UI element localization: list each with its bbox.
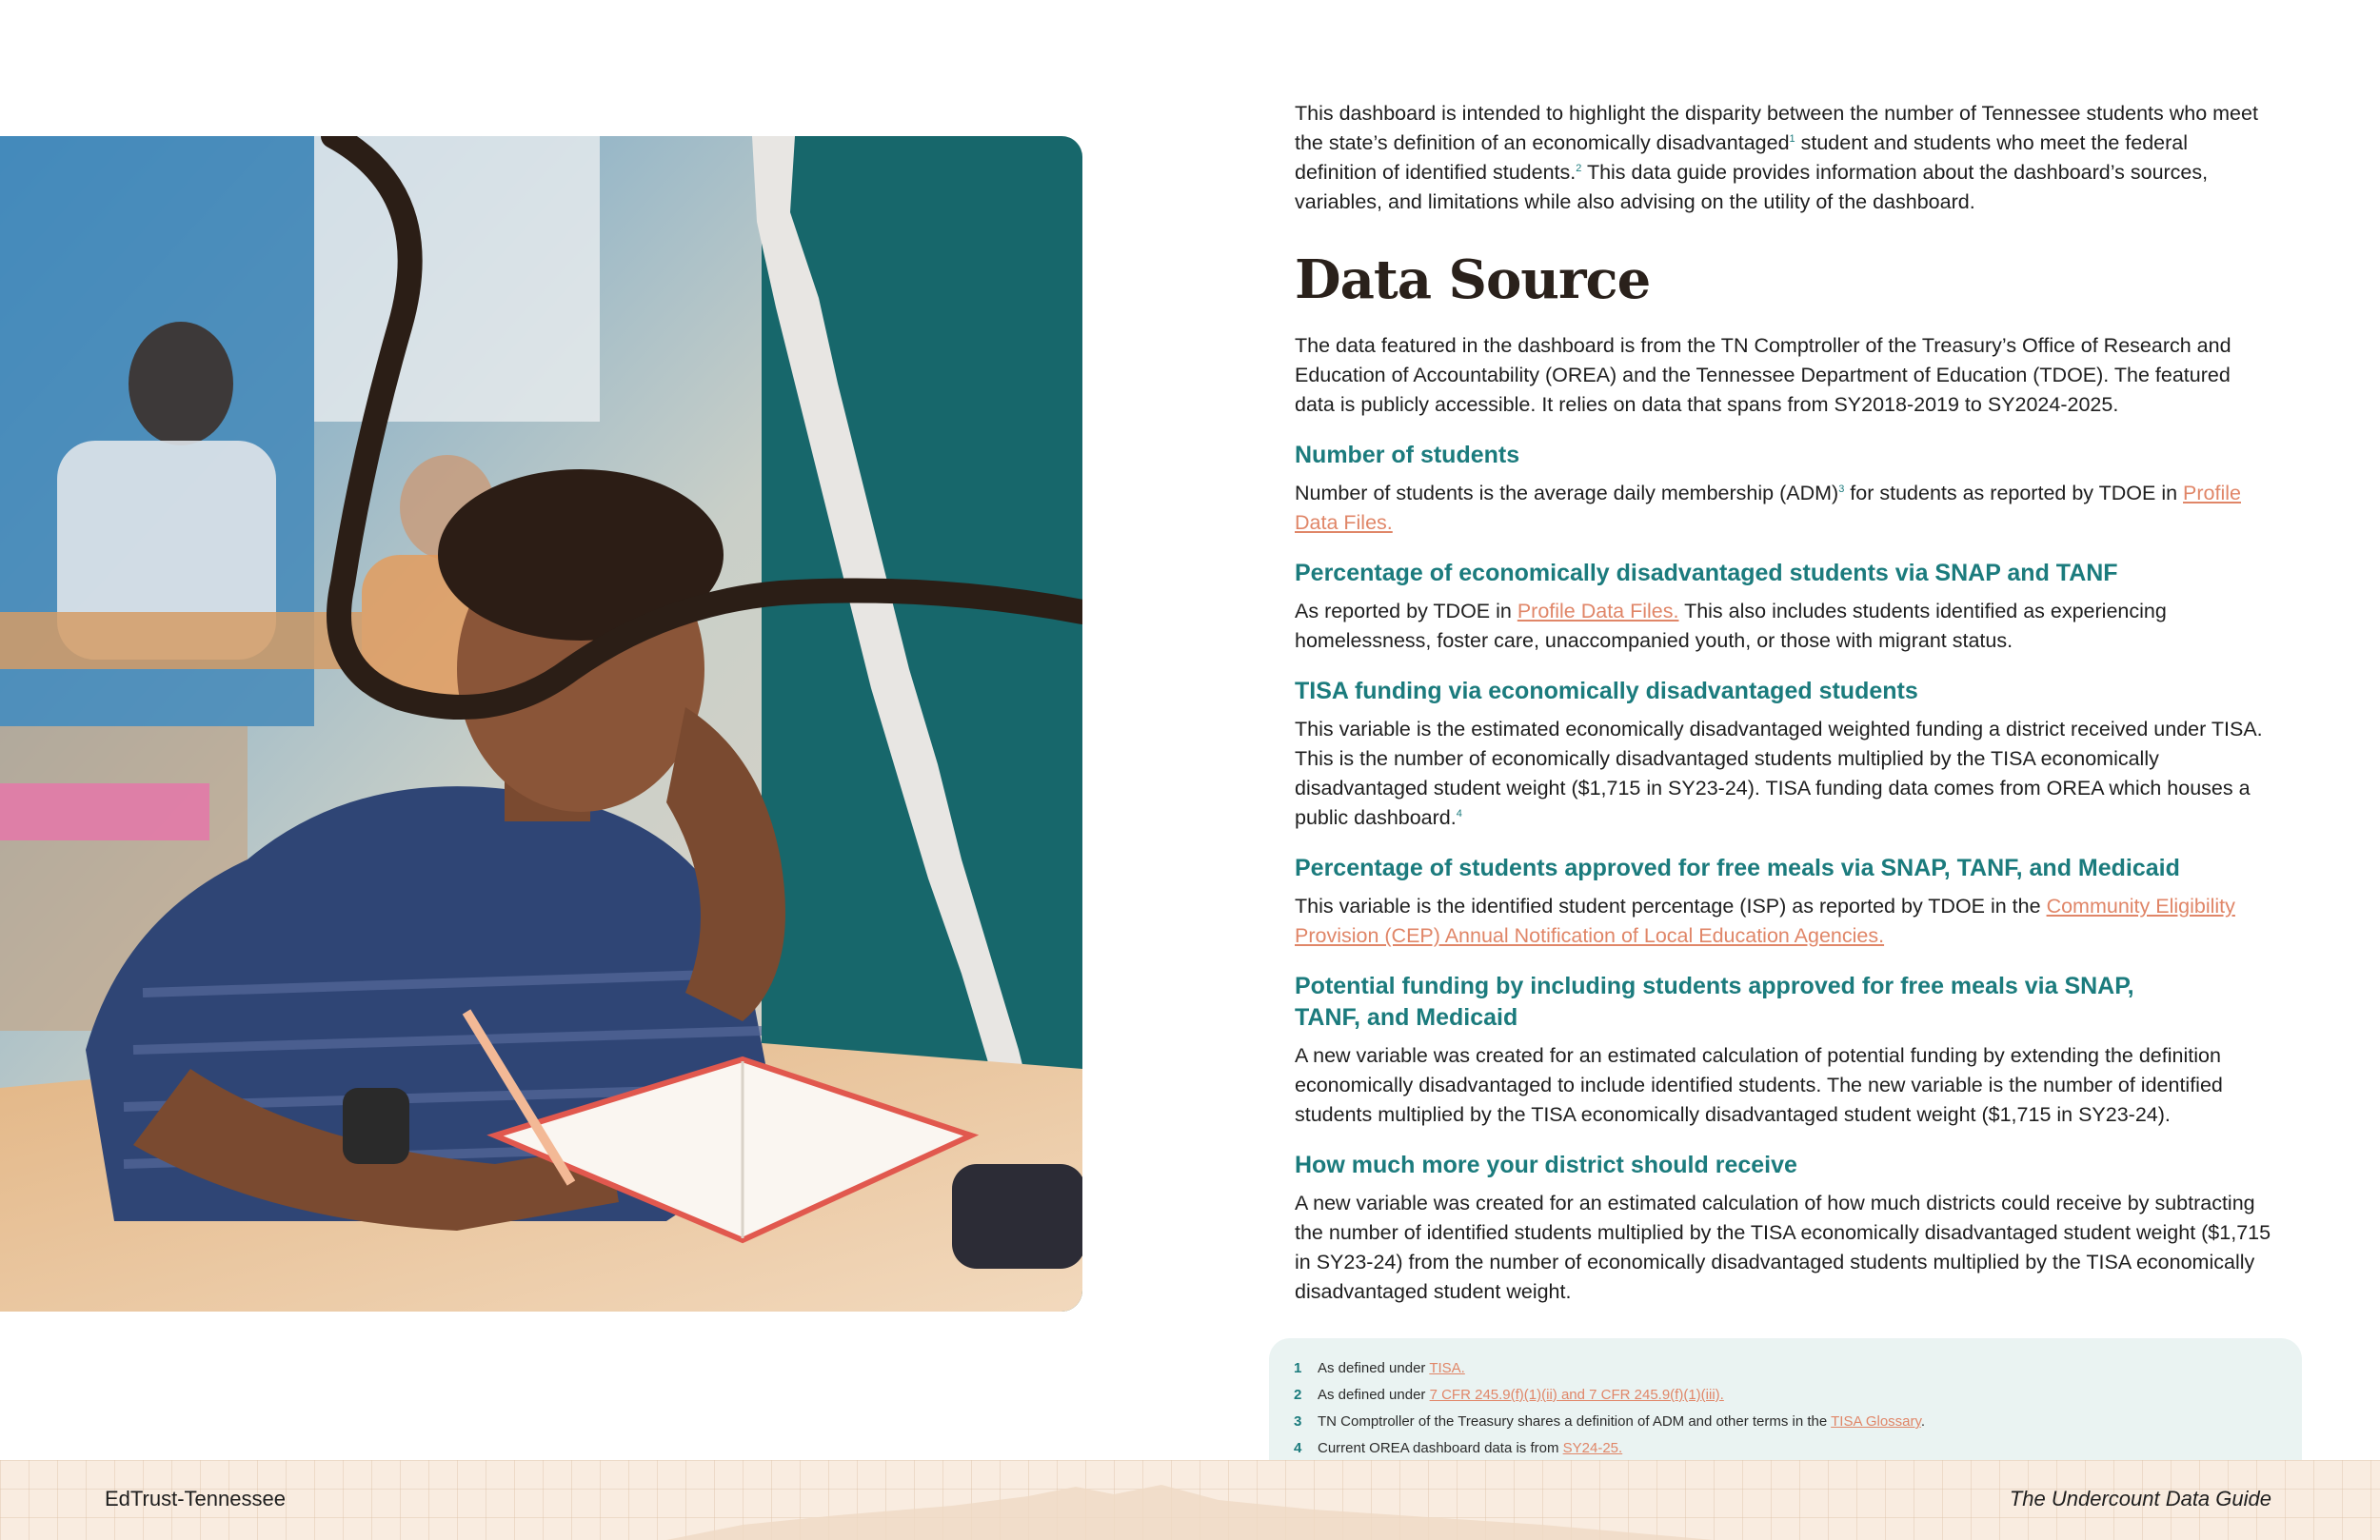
student-writing-illustration: [0, 136, 1082, 1312]
cfr-link[interactable]: 7 CFR 245.9(f)(1)(ii) and 7 CFR 245.9(f)(1)(iii).: [1429, 1387, 1724, 1403]
section-heading-snap-tanf: Percentage of economically disadvantaged students via SNAP and TANF: [1295, 560, 2118, 586]
main-content: [1295, 99, 2275, 1307]
intro-paragraph: [1295, 99, 2275, 217]
snap-text-2: This also includes students identified as experiencing homelessness, foster care, unaccompanied youth, or those with migrant status.: [1295, 600, 2167, 652]
section-heading-tisa: TISA funding via economically disadvantaged students: [1295, 678, 1918, 704]
profile-data-files-link-2[interactable]: Profile Data Files.: [1517, 600, 1679, 622]
intro-text-2: student and students who meet the federal definition of identified students.: [1295, 131, 2189, 184]
intro-text-1: This dashboard is intended to highlight the disparity between the number of Tennessee students who meet the state’s definition of an economically disadvantaged: [1295, 102, 2258, 154]
footer-guide-title: The Undercount Data Guide: [2009, 1487, 2271, 1510]
footnote-text: TN Comptroller of the Treasury shares a definition of ADM and other terms in the: [1318, 1413, 1832, 1430]
students-paragraph: [1295, 479, 2275, 538]
footnote-number: 3: [1294, 1413, 1302, 1430]
footnote-4: [1294, 1435, 2302, 1462]
students-text-2: for students as reported by TDOE in: [1844, 482, 2184, 504]
data-source-paragraph: The data featured in the dashboard is from the TN Comptroller of the Treasury’s Office of Research and Education of Accountability (OREA) and the Tennessee Department of Education (TDOE). The featured data is publicly accessible. It relies on data that spans from SY2018-2019 to SY2024-2025.: [1295, 334, 2231, 416]
page-title: Data Source: [1295, 248, 1651, 311]
meals-text: This variable is the identified student percentage (ISP) as reported by TDOE in the: [1295, 895, 2047, 918]
footnote-number: 1: [1294, 1360, 1302, 1376]
tisa-paragraph: [1295, 715, 2275, 833]
tisa-text: This variable is the estimated economically disadvantaged weighted funding a district received under TISA. This is the number of economically disadvantaged students multiplied by the TISA economically disadvantaged student weight ($1,715 in SY23-24). TISA funding data comes from OREA which houses a public dashboard.: [1295, 718, 2263, 829]
classroom-photo: [0, 136, 1082, 1312]
section-heading-potential-funding: Potential funding by including students approved for free meals via SNAP, TANF, and Medicaid: [1295, 973, 2134, 1031]
section-heading-students: Number of students: [1295, 442, 1520, 468]
mountain-silhouette: [666, 1468, 1714, 1540]
cep-notification-link[interactable]: Community Eligibility Provision (CEP) Annual Notification of Local Education Agencies.: [1295, 895, 2235, 947]
footnote-ref-1[interactable]: 1: [1789, 132, 1795, 145]
footer-org-name: EdTrust-Tennessee: [105, 1487, 286, 1510]
page-footer: [0, 1460, 2380, 1540]
footnote-ref-3[interactable]: 3: [1838, 483, 1845, 495]
section-heading-more-funding: How much more your district should receive: [1295, 1152, 1797, 1178]
footnote-number: 4: [1294, 1440, 1302, 1456]
more-paragraph: A new variable was created for an estimated calculation of how much districts could receive by subtracting the number of identified students multiplied by the TISA economically disadvantaged student weight ($1,715 in SY23-24) from the number of economically disadvantaged students multiplied by the TISA economically disadvantaged student weight.: [1295, 1192, 2271, 1303]
footnote-1: [1294, 1355, 2302, 1382]
sy24-25-link[interactable]: SY24-25.: [1562, 1440, 1623, 1456]
footnote-ref-2[interactable]: 2: [1576, 162, 1582, 174]
snap-paragraph: [1295, 597, 2275, 656]
snap-text: As reported by TDOE in: [1295, 600, 1517, 622]
footnote-text: As defined under: [1318, 1387, 1430, 1403]
footnotes-box: [1269, 1338, 2302, 1460]
footnote-text: As defined under: [1318, 1360, 1430, 1376]
footnote-number: 2: [1294, 1387, 1302, 1403]
intro-text-3: This data guide provides information about the dashboard’s sources, variables, and limitations while also advising on the utility of the dashboard.: [1295, 161, 2209, 213]
footnote-ref-4[interactable]: 4: [1456, 807, 1462, 819]
potential-paragraph: A new variable was created for an estimated calculation of potential funding by extending the definition economically disadvantaged to include identified students. The new variable is the number of identified students multiplied by the TISA economically disadvantaged student weight ($1,715 in SY23-24).: [1295, 1044, 2223, 1126]
meals-paragraph: [1295, 892, 2275, 951]
footnote-after: .: [1920, 1413, 1926, 1430]
tisa-glossary-link[interactable]: TISA Glossary: [1831, 1413, 1921, 1430]
profile-data-files-link[interactable]: Profile Data Files.: [1295, 482, 2241, 534]
section-heading-free-meals: Percentage of students approved for free meals via SNAP, TANF, and Medicaid: [1295, 855, 2180, 881]
tisa-link[interactable]: TISA.: [1429, 1360, 1465, 1376]
footnote-text: Current OREA dashboard data is from: [1318, 1440, 1563, 1456]
footnote-2: [1294, 1382, 2302, 1409]
students-text: Number of students is the average daily membership (ADM): [1295, 482, 1839, 504]
footnote-3: [1294, 1409, 2302, 1435]
